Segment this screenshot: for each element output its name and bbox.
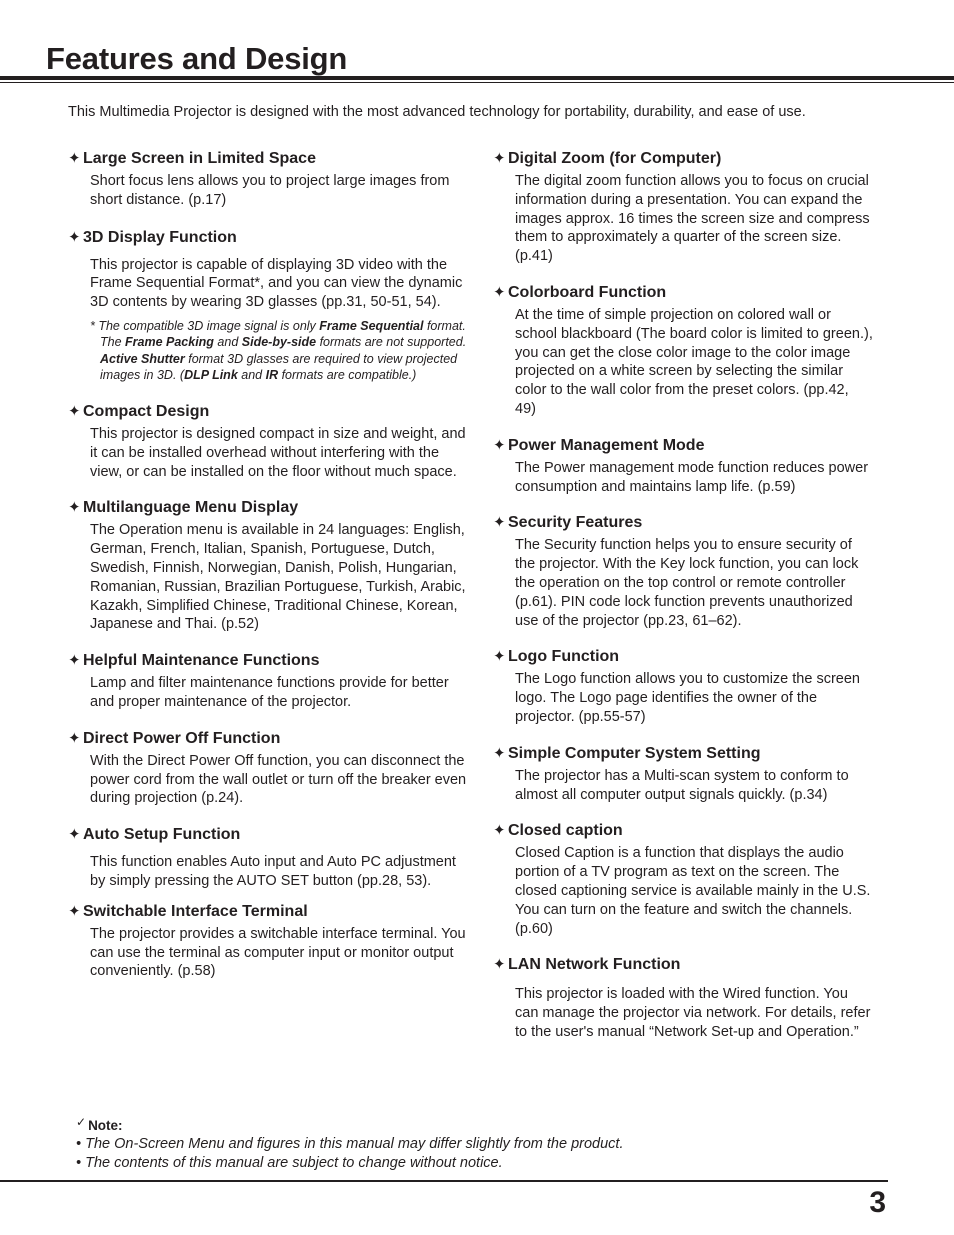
intro-paragraph: This Multimedia Projector is designed with the most advanced technology for portability, durability, and ease of use. [68,104,806,120]
four-point-star-icon: ✦ [68,228,81,246]
feature-body: The Power management mode function reduces power consumption and maintains lamp life. (p.59) [515,459,869,495]
feature-heading: Simple Computer System Setting [508,744,761,762]
feature-body: Lamp and filter maintenance functions provide for better and proper maintenance of the projector. [90,675,449,710]
note-line: • The contents of this manual are subject to change without notice. [76,1155,503,1171]
feature-logo [493,647,873,726]
feature-auto-setup [68,825,468,891]
feature-multilanguage-menu [68,498,468,634]
four-point-star-icon: ✦ [493,648,506,666]
four-point-star-icon: ✦ [68,652,81,670]
four-point-star-icon: ✦ [68,402,81,420]
footer-rule [0,1180,888,1182]
feature-heading: Auto Setup Function [83,826,241,844]
four-point-star-icon: ✦ [68,902,81,920]
page-number: 3 [869,1186,886,1219]
feature-heading: Colorboard Function [508,283,667,301]
feature-body: This projector is designed compact in size and weight, and it can be installed overhead without interfering with the view, or can be installed on the floor without much space. [90,425,466,480]
page-title: Features and Design [46,41,348,76]
feature-heading: Large Screen in Limited Space [83,150,316,167]
feature-colorboard [493,283,873,419]
feature-power-management [493,436,873,497]
feature-heading: Closed caption [508,822,623,840]
feature-body: The Operation menu is available in 24 languages: English, German, French, Italian, Spanish, Portuguese, Dutch, Swedish, Finnish, Norwegian, Danish, Polish, Hungarian, Romanian, Russian, Brazilian Portuguese, Turkish, Arabic, Kazakh, Simplified Chinese, Traditional Chinese, Korean, Japanese and Thai. (p.52) [90,522,466,633]
feature-direct-power-off [68,729,468,808]
four-point-star-icon: ✦ [493,150,506,167]
feature-body: With the Direct Power Off function, you can disconnect the power cord from the wall outlet or turn off the breaker even during projection (p.24). [90,752,467,807]
four-point-star-icon: ✦ [68,826,81,844]
note-label: Note: [88,1118,123,1133]
3d-compatibility-footnote: * The compatible 3D image signal is only Frame Sequential format. The Frame Packing and Side-by-side formats are not supported. Active Shutter format 3D glasses are required to view projected images in 3D. (DLP Link and IR formats are compatible.) [90,318,467,383]
feature-heading: Multilanguage Menu Display [83,499,299,517]
feature-body: Closed Caption is a function that displays the audio portion of a TV program as text on the screen. The closed captioning service is available mainly in the U.S. You can turn on the feature and switch the channels. (p.60) [515,845,871,937]
note-line: • The On-Screen Menu and figures in this manual may differ slightly from the product. [76,1136,624,1152]
four-point-star-icon: ✦ [68,729,81,747]
feature-body: The digital zoom function allows you to focus on crucial information during a presentation. You can expand the images approx. 16 times the screen size and compress them to approximately a quarter of the screen size. (p.41) [515,173,870,265]
feature-heading: Compact Design [83,402,210,420]
note-block [76,1113,876,1173]
four-point-star-icon: ✦ [493,283,506,301]
feature-body: This function enables Auto input and Auto PC adjustment by simply pressing the AUTO SET button (pp.28, 53). [90,854,456,889]
feature-heading: Power Management Mode [508,436,705,454]
four-point-star-icon: ✦ [493,514,506,532]
feature-large-screen [68,149,468,210]
title-rule-thick [0,76,954,80]
four-point-star-icon: ✦ [493,744,506,762]
feature-body: This projector is loaded with the Wired function. You can manage the projector via network. For details, refer to the user's manual “Network Set-up and Operation.” [515,986,871,1040]
feature-heading: 3D Display Function [83,228,237,246]
feature-lan-network [493,955,873,1041]
title-rule-thin [0,82,954,83]
feature-heading: Switchable Interface Terminal [83,902,308,920]
feature-body: This projector is capable of displaying 3D video with the Frame Sequential Format*, and you can view the dynamic 3D contents by wearing 3D glasses (pp.31, 50-51, 54). [90,256,463,311]
four-point-star-icon: ✦ [68,150,81,167]
feature-3d-display [68,228,468,384]
four-point-star-icon: ✦ [493,436,506,454]
feature-body: Short focus lens allows you to project large images from short distance. (p.17) [90,173,450,208]
feature-maintenance [68,651,468,712]
feature-heading: Logo Function [508,648,620,666]
feature-heading: Helpful Maintenance Functions [83,652,320,670]
feature-simple-computer-setting [493,744,873,805]
feature-body: At the time of simple projection on colored wall or school blackboard (The board color is limited to green.), you can get the close color image to the color image projected on a white screen by selecting the similar color to the wall color from the preset colors. (pp.42, 49) [515,306,873,417]
checkmark-icon: ✓ [76,1115,87,1129]
feature-heading: Direct Power Off Function [83,729,281,747]
feature-heading: Security Features [508,514,643,532]
left-column [68,149,468,981]
feature-body: The Logo function allows you to customize the screen logo. The Logo page identifies the owner of the projector. (pp.55-57) [515,671,860,725]
feature-body: The projector has a Multi-scan system to conform to almost all computer output signals quickly. (p.34) [515,767,849,803]
feature-heading: LAN Network Function [508,956,681,974]
feature-compact-design [68,402,468,481]
feature-body: The Security function helps you to ensure security of the projector. With the Key lock function, you can lock the operation on the top control or remote controller (p.61). PIN code lock function prevents unauthorized use of the projector (pp.23, 61–62). [515,537,859,629]
four-point-star-icon: ✦ [493,822,506,840]
four-point-star-icon: ✦ [493,956,506,974]
feature-heading: Digital Zoom (for Computer) [508,150,722,167]
feature-security [493,513,873,630]
feature-switchable-terminal [68,902,468,981]
feature-closed-caption [493,821,873,938]
right-column [493,149,873,1042]
feature-digital-zoom [493,149,873,266]
four-point-star-icon: ✦ [68,499,81,517]
feature-body: The projector provides a switchable interface terminal. You can use the terminal as computer input or monitor output conveniently. (p.58) [90,925,466,980]
